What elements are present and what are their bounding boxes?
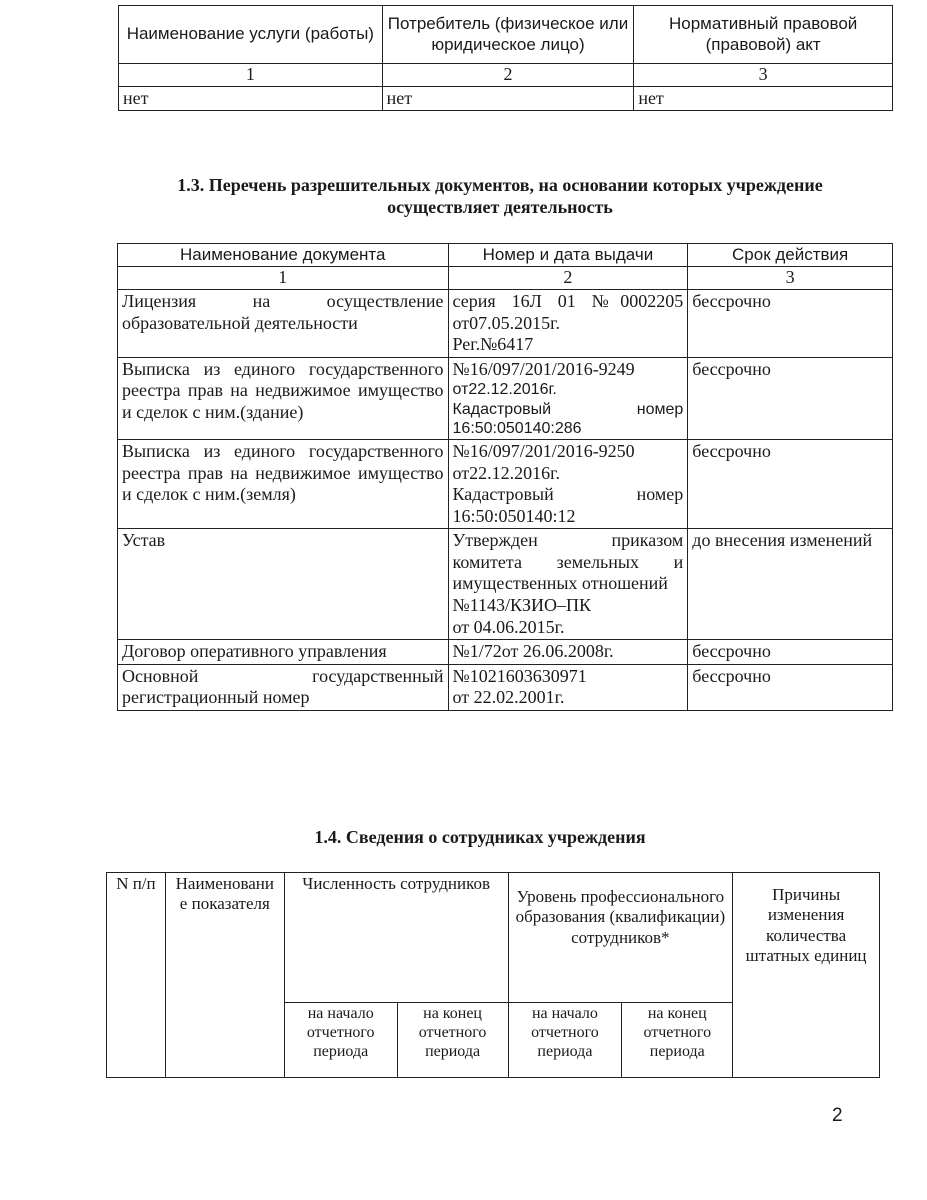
permits-header-term: Срок действия: [688, 244, 893, 267]
permit-term: бессрочно: [688, 357, 893, 439]
staff-header-num: N п/п: [107, 873, 166, 1078]
table-row: [118, 357, 893, 439]
staff-subheader-start: на начало отчетного периода: [284, 1003, 397, 1078]
staff-header-name: Наименовани е показателя: [165, 873, 284, 1078]
permit-number-line: от22.12.2016г.: [452, 381, 557, 399]
table-row: [118, 289, 893, 357]
permit-number-line: №1/72от 26.06.2008г.: [452, 641, 614, 662]
permit-number-line: №1143/КЗИО–ПК: [452, 595, 592, 616]
services-header-act: Нормативный правовой (правовой) акт: [634, 6, 893, 64]
services-table: [118, 5, 893, 111]
permits-table: [117, 243, 893, 711]
permit-term: бессрочно: [688, 664, 893, 710]
permit-number-line: Кадастровый номер: [452, 400, 684, 418]
services-col-number: 1: [119, 64, 383, 87]
services-cell: нет: [119, 86, 383, 111]
permit-number-line: 16:50:050140:12: [452, 505, 576, 526]
permits-col-number: 3: [688, 267, 893, 290]
section-title-permits: 1.3. Перечень разрешительных документов, на основании которых учреждение осуществляет деятельность: [177, 175, 823, 217]
permit-name: Устав: [118, 529, 449, 640]
staff-subheader-end: на конец отчетного периода: [622, 1003, 733, 1078]
permit-name: Выписка из единого государственного реестра прав на недвижимое имущество и сделок с ним.(земля): [118, 439, 449, 528]
table-row: [118, 640, 893, 665]
staff-subheader-start: на начало отчетного периода: [508, 1003, 622, 1078]
permit-number-line: Кадастровый номер: [452, 484, 684, 505]
services-col-number: 2: [382, 64, 634, 87]
table-row: [118, 439, 893, 528]
services-cell: нет: [634, 86, 893, 111]
services-header-service: Наименование услуги (работы): [119, 6, 383, 64]
permit-term: до внесения изменений: [688, 529, 893, 640]
staff-subheader-end: на конец отчетного периода: [397, 1003, 508, 1078]
permit-name: Основной государственный регистрационный номер: [118, 664, 449, 710]
services-col-number: 3: [634, 64, 893, 87]
permits-col-number: 2: [448, 267, 688, 290]
services-header-consumer: Потребитель (физическое или юридическое лицо): [382, 6, 634, 64]
table-row: [118, 664, 893, 710]
permit-number-line: серия 16Л 01 №0002205: [452, 290, 684, 311]
permit-term: бессрочно: [688, 439, 893, 528]
permit-name: Лицензия на осуществление образовательной деятельности: [118, 289, 449, 357]
permit-number-line: №16/097/201/2016-9249: [452, 358, 635, 379]
permit-number-line: от22.12.2016г.: [452, 462, 560, 483]
staff-header-reason: Причины изменения количества штатных единиц: [733, 873, 880, 1078]
permits-header-name: Наименование документа: [118, 244, 449, 267]
permit-name: Выписка из единого государственного реестра прав на недвижимое имущество и сделок с ним.(здание): [118, 357, 449, 439]
staff-header-level: Уровень профессионального образования (квалификации) сотрудников*: [508, 873, 733, 1003]
permits-col-number: 1: [118, 267, 449, 290]
permit-name: Договор оперативного управления: [118, 640, 449, 665]
permit-number-line: Утвержден приказом комитета земельных и имущественных отношений: [452, 530, 684, 594]
permit-number-line: 16:50:050140:286: [452, 419, 582, 437]
permit-term: бессрочно: [688, 640, 893, 665]
permit-number-line: №1021603630971: [452, 665, 587, 686]
table-row: [118, 529, 893, 640]
permit-term: бессрочно: [688, 289, 893, 357]
permit-number-line: от07.05.2015г.: [452, 312, 560, 333]
permits-header-number: Номер и дата выдачи: [448, 244, 688, 267]
permit-number-line: от 22.02.2001г.: [452, 687, 565, 708]
services-cell: нет: [382, 86, 634, 111]
permit-number-line: от 04.06.2015г.: [452, 616, 565, 637]
staff-header-count: Численность сотрудников: [284, 873, 508, 1003]
permit-number-line: №16/097/201/2016-9250: [452, 440, 635, 461]
page-number: 2: [832, 1105, 843, 1126]
permit-number-line: Рег.№6417: [452, 334, 534, 355]
section-title-staff: 1.4. Сведения о сотрудниках учреждения: [314, 827, 646, 847]
staff-table: [106, 872, 880, 1078]
